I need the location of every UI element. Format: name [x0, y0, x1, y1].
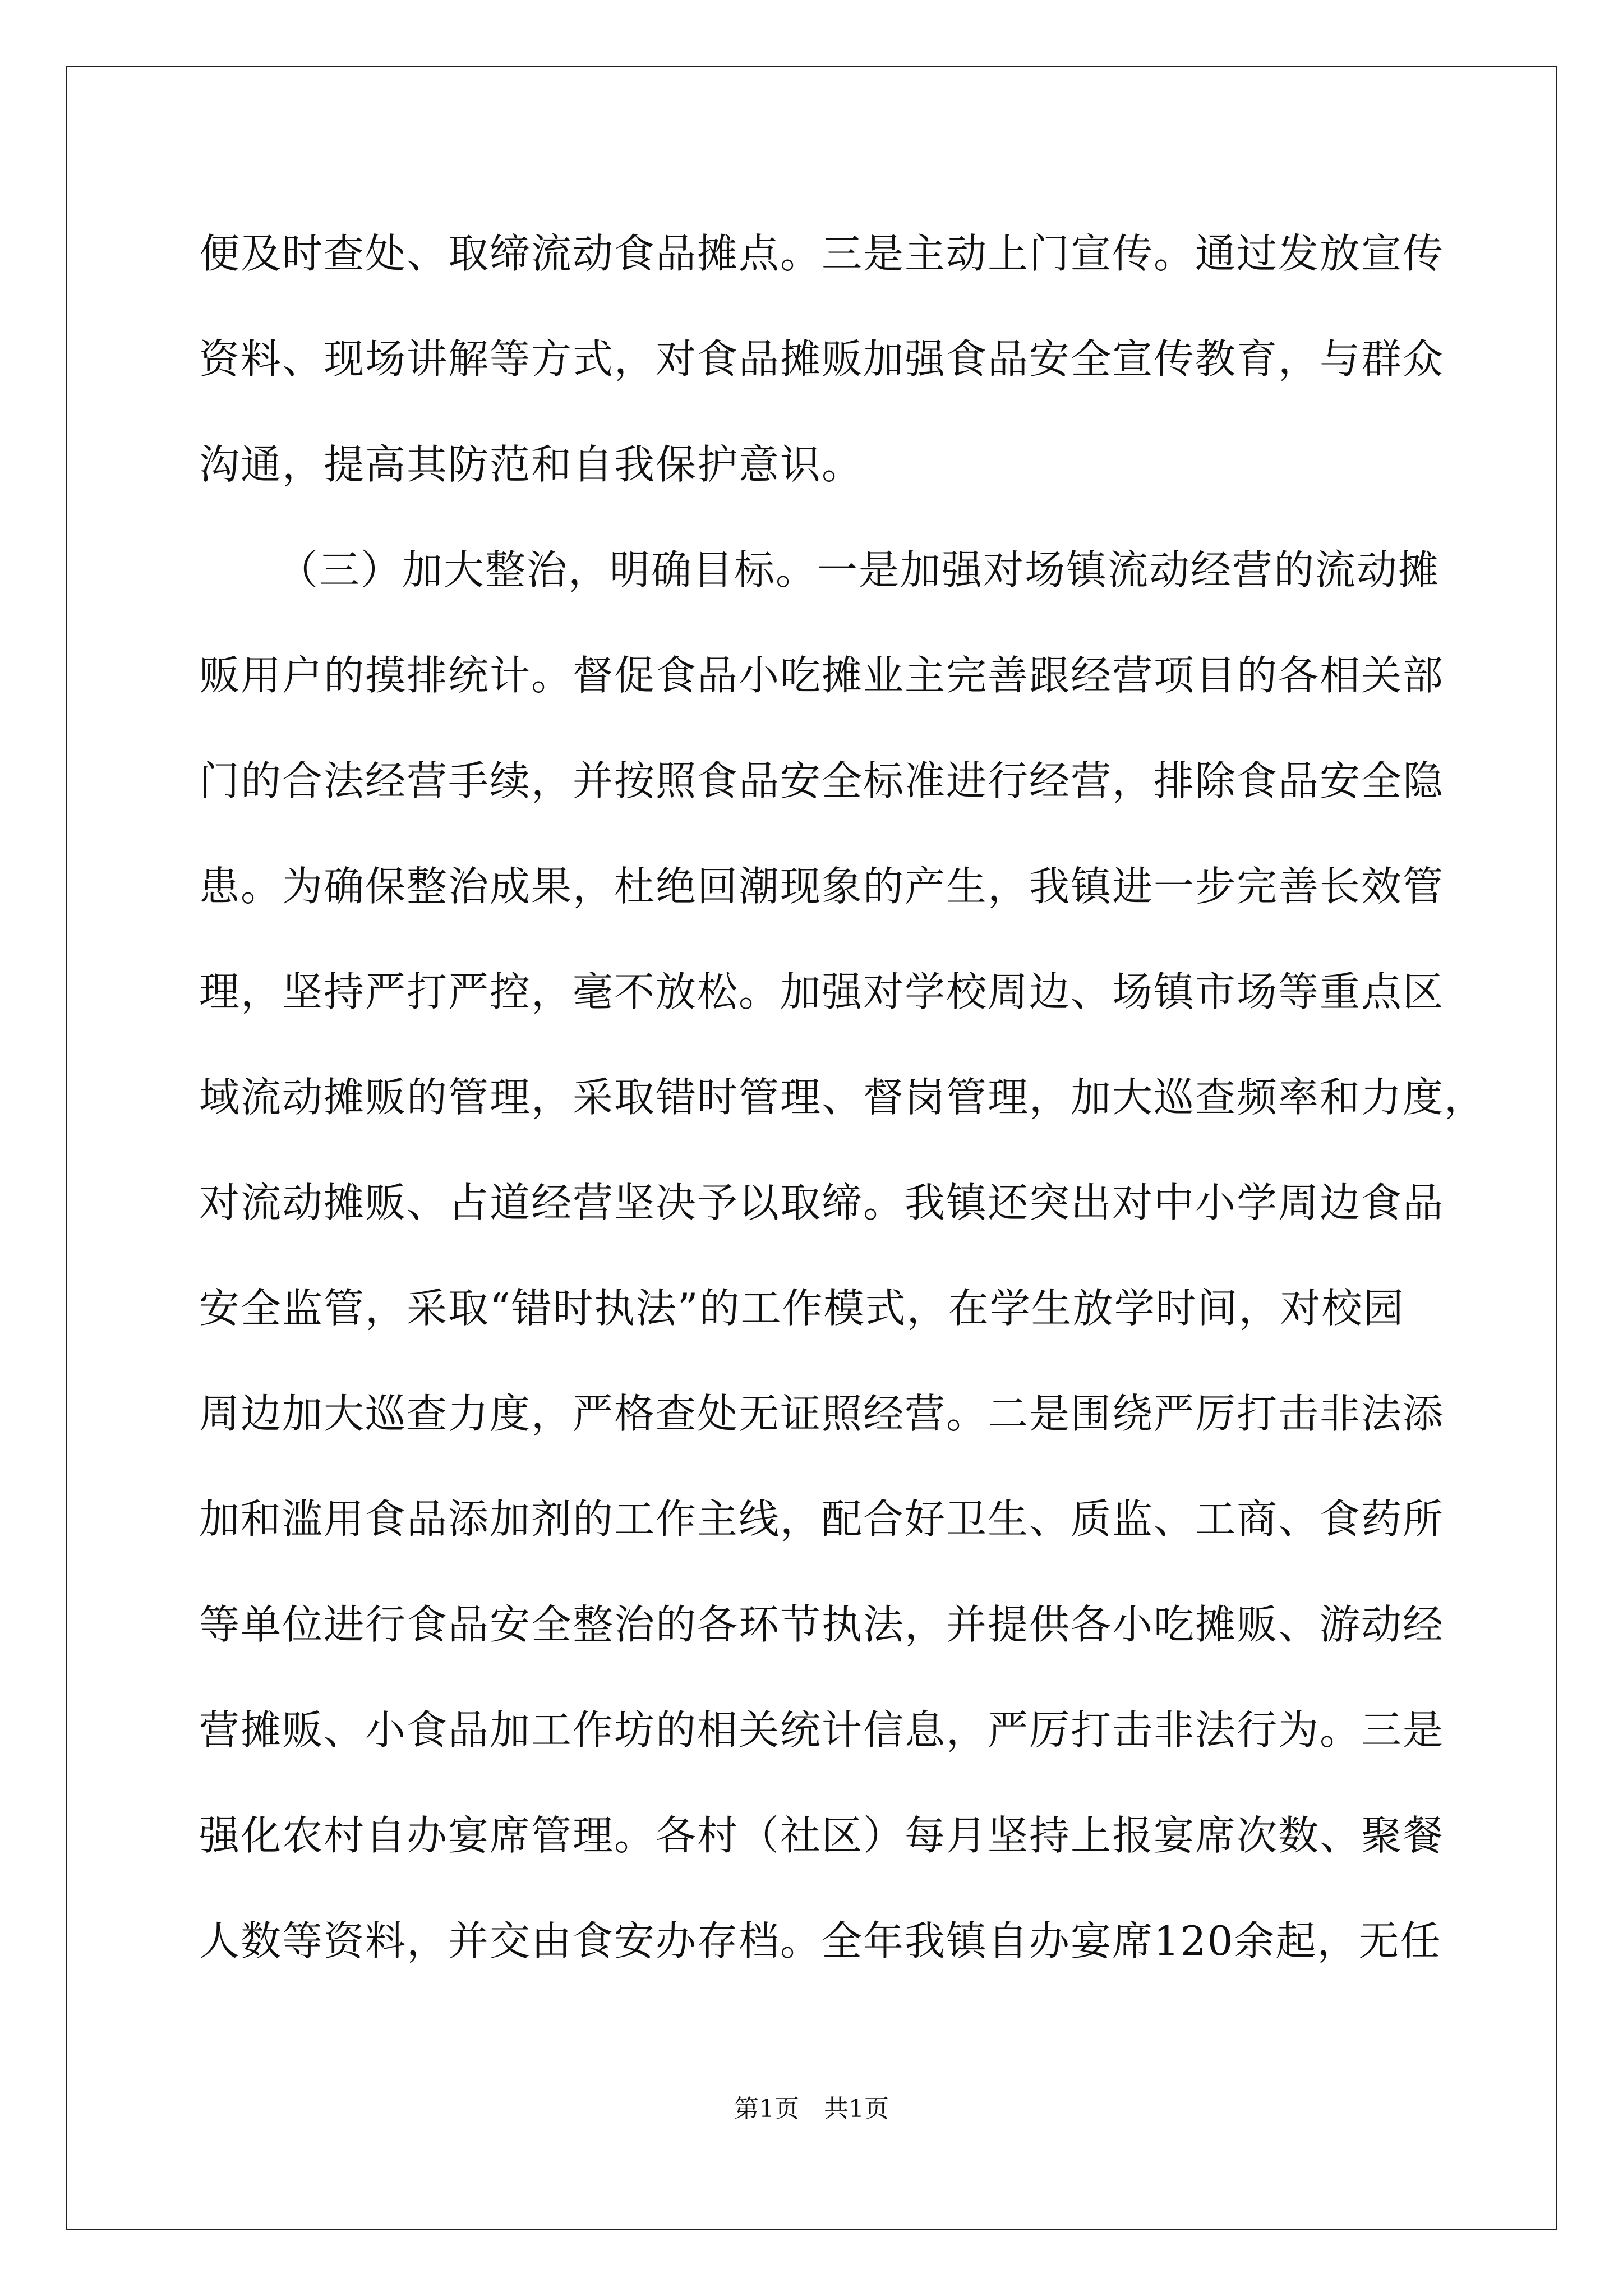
text-line: 安全监管，采取“错时执法”的工作模式，在学生放学时间，对校园 — [199, 1285, 1405, 1332]
document-body — [199, 201, 1486, 1994]
text-line: 对流动摊贩、占道经营坚决予以取缔。我镇还突出对中小学周边食品 — [199, 1179, 1445, 1226]
text-line: 贩用户的摸排统计。督促食品小吃摊业主完善跟经营项目的各相关部 — [199, 652, 1445, 699]
text-line: 便及时查处、取缔流动食品摊点。三是主动上门宣传。通过发放宣传 — [199, 230, 1445, 277]
text-line: 周边加大巡查力度，严格查处无证照经营。二是围绕严厉打击非法添 — [199, 1390, 1445, 1437]
text-line: 等单位进行食品安全整治的各环节执法，并提供各小吃摊贩、游动经 — [199, 1601, 1445, 1648]
text-line: 营摊贩、小食品加工作坊的相关统计信息，严厉打击非法行为。三是 — [199, 1706, 1445, 1754]
text-line: 理，坚持严打严控，毫不放松。加强对学校周边、场镇市场等重点区 — [199, 968, 1445, 1015]
text-line: 资料、现场讲解等方式，对食品摊贩加强食品安全宣传教育，与群众 — [199, 335, 1445, 383]
text-line: 门的合法经营手续，并按照食品安全标准进行经营，排除食品安全隐 — [199, 757, 1445, 804]
page-footer: 第1页 共1页 — [734, 2095, 889, 2123]
text-line: 沟通，提高其防范和自我保护意识。 — [199, 441, 864, 488]
text-line: 域流动摊贩的管理，采取错时管理、督岗管理，加大巡查频率和力度， — [199, 1074, 1486, 1121]
text-line: 加和滥用食品添加剂的工作主线，配合好卫生、质监、工商、食药所 — [199, 1496, 1445, 1543]
text-line: 强化农村自办宴席管理。各村（社区）每月坚持上报宴席次数、聚餐 — [199, 1812, 1445, 1859]
text-line: （三）加大整治，明确目标。一是加强对场镇流动经营的流动摊 — [278, 546, 1440, 593]
text-line: 人数等资料，并交由食安办存档。全年我镇自办宴席120余起，无任 — [199, 1917, 1442, 1964]
text-line: 患。为确保整治成果，杜绝回潮现象的产生，我镇进一步完善长效管 — [199, 863, 1445, 910]
